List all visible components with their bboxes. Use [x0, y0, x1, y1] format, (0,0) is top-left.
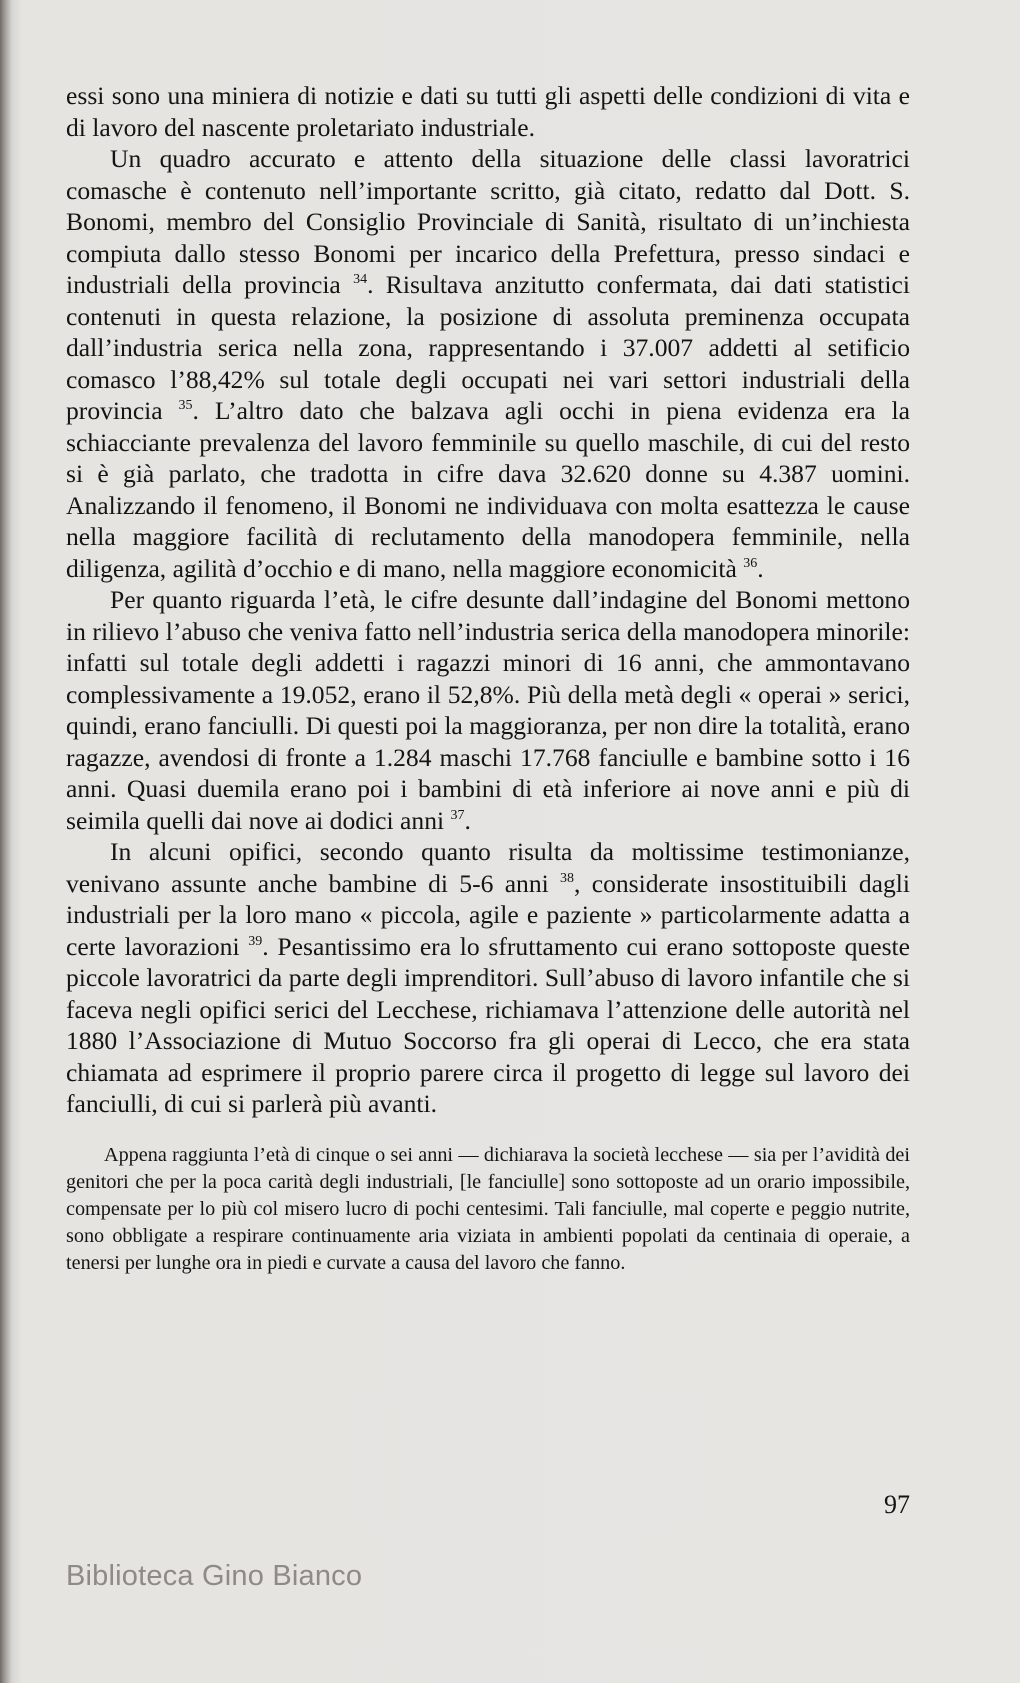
page-number: 97	[884, 1490, 910, 1519]
footnote-marker: 34	[353, 272, 368, 287]
text-run: , considerate insostituibili dagli industriali per la loro mano « piccola, agile e paziente » particolarmente adatta a certe lavorazioni	[66, 868, 911, 961]
text-run: essi sono una miniera di notizie e dati su tutti gli aspetti delle condizioni di vita e di lavoro del nascente proletariato industriale.	[66, 81, 910, 142]
paragraph-2	[66, 143, 910, 584]
text-run: Per quanto riguarda l’età, le cifre desunte dall’indagine del Bonomi mettono in rilievo l’abuso che veniva fatto nell’industria serica della manodopera minorile: infatti sul totale degli addetti i ragazzi minori di 16 anni, che ammontavano complessivamente a 19.052, erano il 52,8%. Più della metà degli « operai » serici, quindi, erano fanciulli. Di questi poi la maggioranza, per non dire la totalità, erano ragazze, avendosi di fronte a 1.284 maschi 17.768 fanciulle e bambine sotto i 16 anni. Quasi duemila erano poi i bambini di età inferiore ai nove anni e più di seimila quelli dai nove ai dodici anni	[66, 585, 910, 835]
footnote-marker: 39	[248, 933, 263, 949]
block-quote: Appena raggiunta l’età di cinque o sei anni — dichiarava la società lecchese — sia per l’avidità dei genitori che per la poca carità degli industriali, [le fanciulle] sono sottoposte ad un orario impossibile, compensate per lo più col misero lucro di pochi centesimi. Tali fanciulle, mal coperte e peggio nutrite, sono obbligate a respirare continuamente aria viziata in ambienti popolati da centinaia di operaie, a tenersi per lunghe ora in piedi e curvate a causa del lavoro che fanno.	[66, 1143, 910, 1275]
text-run: . Pesantissimo era lo sfruttamento cui erano sottoposte queste piccole lavoratrici da parte degli imprenditori. Sull’abuso di lavoro infantile che si faceva negli opifici serici del Lecchese, richiamava l’attenzione delle autorità nel 1880 l’Associazione di Mutuo Soccorso fra gli operai di Lecco, che era stata chiamata ad esprimere il proprio parere circa il progetto di legge sul lavoro dei fanciulli, di cui si parlerà più avanti.	[66, 931, 910, 1118]
paragraph-4	[66, 836, 910, 1120]
text-run: Un quadro accurato e attento della situazione delle classi lavoratrici comasche è contenuto nell’importante scritto, già citato, redatto dal Dott. S. Bonomi, membro del Consiglio Provinciale di Sanità, risultato di un’inchiesta compiuta dallo stesso Bonomi per incarico della Prefettura, presso sindaci e industriali della provincia	[66, 144, 910, 299]
footnote-marker: 37	[450, 807, 465, 823]
footnote-marker: 35	[178, 398, 193, 413]
text-run: .	[757, 553, 764, 583]
text-run: . Risultava anzitutto confermata, dai dati statistici contenuti in questa relazione, la posizione di assoluta preminenza occupata dall’industria serica nella zona, rappresentando i 37.007 addetti al setificio comasco l’88,42% sul totale degli occupati nei vari settori industriali della provincia	[66, 270, 910, 425]
paragraph-3	[66, 584, 910, 836]
footnote-marker: 38	[560, 870, 575, 886]
library-watermark: Biblioteca Gino Bianco	[66, 1560, 363, 1592]
paragraph-1	[66, 80, 910, 143]
text-run: . L’altro dato che balzava agli occhi in piena evidenza era la schiacciante prevalenza del lavoro femminile su quello maschile, di cui del resto si è già parlato, che tradotta in cifre dava 32.620 donne su 4.387 uomini. Analizzando il fenomeno, il Bonomi ne individuava con molta esattezza le cause nella maggiore facilità di reclutamento della manodopera femminile, nella diligenza, agilità d’occhio e di mano, nella maggiore economicità	[66, 396, 910, 583]
text-run: .	[464, 805, 471, 835]
footnote-marker: 36	[743, 555, 758, 571]
body-text	[66, 80, 910, 1278]
text-run: In alcuni opifici, secondo quanto risulta da moltissime testimonianze, venivano assunte anche bambine di 5-6 anni	[66, 837, 910, 898]
